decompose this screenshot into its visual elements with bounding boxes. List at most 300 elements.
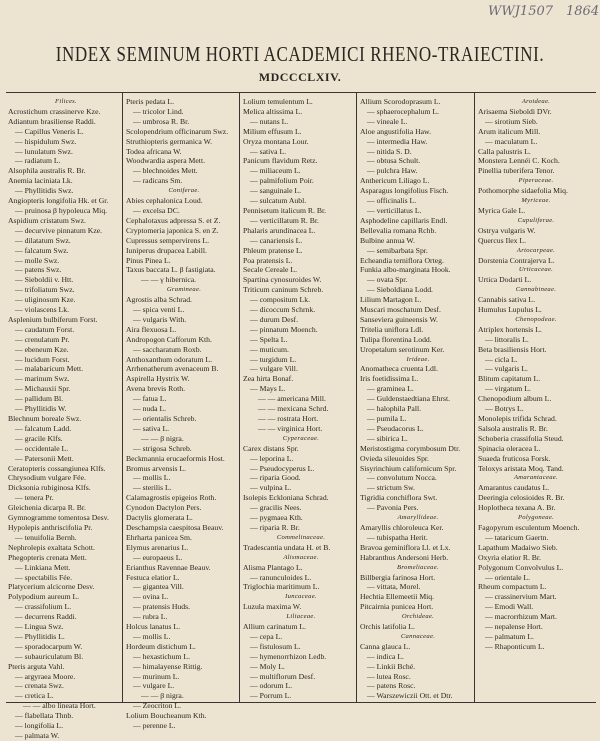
species-entry: Ceratopteris cossangiunea Klfs. xyxy=(8,463,106,473)
species-entry: — vulgaris L. xyxy=(485,364,528,374)
species-entry: — maculatum L. xyxy=(485,136,538,146)
species-entry: — convolutum Nocca. xyxy=(367,473,437,483)
species-entry: Pennisetum italicum R. Br. xyxy=(243,205,327,215)
species-entry: — strigosa Schreb. xyxy=(133,443,192,453)
species-entry: — graminea L. xyxy=(367,384,414,394)
species-entry: — violascens Lk. xyxy=(15,305,70,315)
species-entry: — crassinervium Mart. xyxy=(485,592,557,602)
species-entry: Uropetalum serotinum Ker. xyxy=(360,344,445,354)
species-entry: — durum Desf. xyxy=(250,314,299,324)
species-entry: — argyraea Moore. xyxy=(15,671,76,681)
species-entry: Hypolepis anthriscifolia Pr. xyxy=(8,522,93,532)
family-heading: Piperaceae. xyxy=(518,177,554,185)
species-entry: — sibirica L. xyxy=(367,433,408,443)
species-entry: Tradescantia undata H. et B. xyxy=(243,542,331,552)
species-entry: Abies cephalonica Loud. xyxy=(126,196,203,206)
species-entry: Arisaema Sieboldi DVr. xyxy=(478,106,552,116)
species-entry: — Phyllitidis L. xyxy=(15,631,65,641)
species-entry: Polypodium aureum L. xyxy=(8,592,80,602)
family-heading: Myriceae. xyxy=(521,197,551,205)
species-entry: Adiantum brasiliense Raddi. xyxy=(8,116,96,126)
species-entry: — sphaerocephalum L. xyxy=(367,106,439,116)
species-entry: Aspirella Hystrix W. xyxy=(126,374,190,384)
species-entry: Beta brasiliensis Hort. xyxy=(478,344,547,354)
species-entry: Tritelia uniflora Ldl. xyxy=(360,324,424,334)
species-entry: — pratensis Huds. xyxy=(133,602,191,612)
species-entry: — europaeus L. xyxy=(133,552,183,562)
species-entry: Amarantus caudatus L. xyxy=(478,483,550,493)
species-entry: Avena brevis Roth. xyxy=(126,384,185,394)
species-entry: — sirotium Sieb. xyxy=(485,116,538,126)
species-entry: Chenopodium album L. xyxy=(478,394,552,404)
species-entry: — Sieboldii v. Htt. xyxy=(15,275,74,285)
species-entry: — patens Rosc. xyxy=(367,681,416,691)
species-entry: Urtica Dodarti L. xyxy=(478,275,532,285)
species-entry: — nutans L. xyxy=(250,116,289,126)
species-entry: — murinum L. xyxy=(133,671,180,681)
species-entry: — — mexicana Schrd. xyxy=(258,404,329,414)
family-heading: Cannaceae. xyxy=(400,632,436,640)
species-entry: — himalayense Rittig. xyxy=(133,661,203,671)
species-entry: Asplenium bulbiferum Forst. xyxy=(8,314,98,324)
species-entry: — multiflorum Desf. xyxy=(250,671,316,681)
family-heading: Amarantaceae. xyxy=(513,474,558,482)
species-entry: — riparia R. Br. xyxy=(250,522,300,532)
family-heading: Cupuliferae. xyxy=(517,216,555,224)
species-entry: — Phyllitidis W. xyxy=(15,404,67,414)
species-entry: Monstera Lennéi C. Koch. xyxy=(478,156,560,166)
species-entry: — mollis L. xyxy=(133,473,171,483)
species-entry: — caudatum Forst. xyxy=(15,324,75,334)
species-entry: — nitida S. D. xyxy=(367,146,412,156)
species-entry: Secale Cereale L. xyxy=(243,265,297,275)
species-entry: — hymenorrhizon Ledb. xyxy=(250,651,327,661)
species-entry: — riparia Good. xyxy=(250,473,301,483)
species-entry: Orchis latifolia L. xyxy=(360,622,415,632)
species-entry: Funkia albo-marginata Hook. xyxy=(360,265,451,275)
species-entry: — Spelta L. xyxy=(250,334,288,344)
species-entry: Sanseviera guineensis W. xyxy=(360,314,438,324)
species-entry: — perenne L. xyxy=(133,721,176,731)
species-entry: Blitum capitatum L. xyxy=(478,374,541,384)
species-entry: — tataricum Gaertn. xyxy=(485,532,549,542)
species-entry: — spica venti L. xyxy=(133,305,185,315)
species-entry: Echeandia terniflora Orteg. xyxy=(360,255,444,265)
species-entry: Asphodeline capillaris Endl. xyxy=(360,215,448,225)
species-entry: — fatua L. xyxy=(133,394,167,404)
species-entry: — virgatum L. xyxy=(485,384,531,394)
species-entry: — cepa L. xyxy=(250,631,283,641)
species-entry: — palmifolium Poir. xyxy=(250,176,314,186)
species-entry: — verticillatum R. Br. xyxy=(250,215,319,225)
species-entry: — cicla L. xyxy=(485,354,518,364)
species-entry: — umbrosa R. Br. xyxy=(133,116,190,126)
species-entry: Lapathum Madaiwo Sieb. xyxy=(478,542,558,552)
handwritten-shelfmark: WWJ1507 xyxy=(488,4,554,19)
species-entry: Platycerium alcicorne Desv. xyxy=(8,582,95,592)
species-entry: Phegopteris crenata Mett. xyxy=(8,552,87,562)
species-entry: — excelsa DC. xyxy=(133,205,180,215)
family-heading: Orchideae. xyxy=(401,613,435,621)
page-title: INDEX SEMINUM HORTI ACADEMICI RHENO-TRAIECTINI. xyxy=(55,42,545,66)
species-entry: Humulus Lupulus L. xyxy=(478,305,542,315)
species-column-3 xyxy=(243,97,359,701)
species-entry: — rubra L. xyxy=(133,612,168,622)
family-heading: Cyperaceae. xyxy=(282,434,320,442)
species-entry: — crassifolium L. xyxy=(15,602,72,612)
species-entry: — strictum Sw. xyxy=(367,483,415,493)
footer-rule xyxy=(6,702,596,703)
family-heading: Gramineae. xyxy=(166,286,202,294)
species-entry: Anthericum Liliago L. xyxy=(360,176,430,186)
species-entry: Suaeda fruticosa Forsk. xyxy=(478,453,551,463)
species-entry: — Phyllitidis Swz. xyxy=(15,186,74,196)
species-entry: — ovata Spr. xyxy=(367,275,408,285)
species-entry: — flabellata Thnb. xyxy=(15,711,74,721)
species-entry: — Warszewiczii Ott. et Dtr. xyxy=(367,691,453,701)
species-entry: — vulpina L. xyxy=(250,483,292,493)
species-entry: — nepalense Hort. xyxy=(485,622,543,632)
species-entry: — verticillatus L. xyxy=(367,205,422,215)
species-entry: Dicksonia rubiginosa Klfs. xyxy=(8,483,91,493)
species-entry: Andropogon Cafforum Kth. xyxy=(126,334,212,344)
species-entry: — lutea Rosc. xyxy=(367,671,411,681)
species-entry: — Lingua Swz. xyxy=(15,622,64,632)
species-entry: Chrysodium vulgare Fée. xyxy=(8,473,86,483)
species-entry: — hexastichum L. xyxy=(133,651,191,661)
species-entry: Cupressus sempervirens L. xyxy=(126,235,210,245)
species-entry: — Rhaponticum L. xyxy=(485,641,545,651)
species-entry: — canariensis L. xyxy=(250,235,303,245)
species-entry: Spinacia oleracea L. xyxy=(478,443,541,453)
species-entry: Allium carinatum L. xyxy=(243,622,306,632)
species-entry: — vittata, Morel. xyxy=(367,582,421,592)
species-entry: — Pavonia Pers. xyxy=(367,503,419,513)
species-entry: Alsophila australis R. Br. xyxy=(8,166,86,176)
species-entry: Melica altissima L. xyxy=(243,106,303,116)
species-entry: — pygmaea Kth. xyxy=(250,513,303,523)
family-heading: Filices. xyxy=(55,98,77,105)
species-entry: — miliaceum L. xyxy=(250,166,301,176)
species-entry: Dorstenia Contrajerva L. xyxy=(478,255,555,265)
species-entry: Lilium Martagon L. xyxy=(360,295,422,305)
species-entry: — muticum. xyxy=(250,344,289,354)
species-entry: Rheum compactum L. xyxy=(478,582,547,592)
species-entry: — Pseudacorus L. xyxy=(367,423,424,433)
species-entry: — littoralis L. xyxy=(485,334,529,344)
family-heading: Aroideae. xyxy=(521,98,551,105)
species-entry: Aira flexuosa L. xyxy=(126,324,177,334)
species-entry: — obtusa Schult. xyxy=(367,156,421,166)
species-entry: Gleichenia dicarpa R. Br. xyxy=(8,503,86,513)
species-entry: — Michauxii Spr. xyxy=(15,384,71,394)
species-entry: Allium Scorodoprasum L. xyxy=(360,97,441,106)
species-entry: Taxus baccata L. β fastigiata. xyxy=(126,265,216,275)
species-entry: — hispidulum Swz. xyxy=(15,136,77,146)
species-entry: Pinus Pinea L. xyxy=(126,255,171,265)
species-entry: Erianthus Ravennae Beauv. xyxy=(126,562,211,572)
species-entry: — malabaricum Mett. xyxy=(15,364,84,374)
species-entry: Hoplotheca texana A. Br. xyxy=(478,503,556,513)
species-entry: — dicoccum Schrnk. xyxy=(250,305,316,315)
species-column-1 xyxy=(8,97,124,740)
page-subtitle: MDCCCLXIV. xyxy=(258,70,342,84)
species-entry: Festuca elatior L. xyxy=(126,572,180,582)
species-entry: Triglochia maritimum L. xyxy=(243,582,320,592)
species-entry: — Sieboldiana Lodd. xyxy=(367,285,433,295)
species-entry: Canna glauca L. xyxy=(360,641,411,651)
species-entry: — Moly L. xyxy=(250,661,285,671)
species-entry: — ovina L. xyxy=(133,592,169,602)
species-entry: Phleum pratense L. xyxy=(243,245,303,255)
species-entry: — pinnatum Moench. xyxy=(250,324,318,334)
species-entry: — molle Swz. xyxy=(15,255,60,265)
species-entry: Lolium temulentum L. xyxy=(243,97,313,106)
species-entry: Iuniperus drupacea Labill. xyxy=(126,245,207,255)
species-entry: — trifoliatum Swz. xyxy=(15,285,75,295)
species-entry: Bravoa geminiflora Ll. et Lx. xyxy=(360,542,451,552)
species-entry: Anthoxanthum odoratum L. xyxy=(126,354,213,364)
family-heading: Bromeliaceae. xyxy=(397,563,439,571)
species-entry: — vineale L. xyxy=(367,116,408,126)
species-entry: — leporina L. xyxy=(250,453,294,463)
handwritten-year: 1864 xyxy=(566,4,600,19)
species-entry: — patens Swz. xyxy=(15,265,62,275)
species-entry: Pinellia tuberifera Tenor. xyxy=(478,166,555,176)
species-entry: Holcus lanatus L. xyxy=(126,622,181,632)
species-entry: — cretica L. xyxy=(15,691,54,701)
species-entry: — sporadocarpum W. xyxy=(15,641,83,651)
species-entry: — Porrum L. xyxy=(250,691,292,701)
species-entry: Aloe angustifolia Haw. xyxy=(360,126,432,136)
species-entry: Pitcairnia punicea Hort. xyxy=(360,602,434,612)
species-entry: — sanguinale L. xyxy=(250,186,302,196)
species-entry: — tenuifolia Bernh. xyxy=(15,532,77,542)
species-entry: — radiatum L. xyxy=(15,156,61,166)
species-entry: — indica L. xyxy=(367,651,404,661)
species-entry: — palmatum L. xyxy=(485,631,534,641)
species-entry: — tricolor Lind. xyxy=(133,106,184,116)
species-entry: — tenera Pr. xyxy=(15,493,54,503)
species-entry: — — γ hibernica. xyxy=(141,275,197,285)
family-heading: Amaryllideae. xyxy=(397,514,439,522)
species-entry: — decurrens Raddi. xyxy=(15,612,77,622)
species-entry: Woodwardia aspera Mett. xyxy=(126,156,206,166)
column-divider xyxy=(356,93,357,702)
species-entry: — pulchra Haw. xyxy=(367,166,418,176)
species-entry: — intermedia Haw. xyxy=(367,136,428,146)
species-entry: Iris foetidissima L. xyxy=(360,374,419,384)
species-entry: — orientalis Schreb. xyxy=(133,414,197,423)
species-entry: — decurvive pinnatum Kze. xyxy=(15,225,103,235)
species-entry: Habranthus Andersoni Herb. xyxy=(360,552,449,562)
species-entry: Cephalotaxus adpressa S. et Z. xyxy=(126,215,221,225)
species-entry: Gymnogramme tomentosa Desv. xyxy=(8,513,109,523)
species-entry: Milium effusum L. xyxy=(243,126,302,136)
species-entry: — sativa L. xyxy=(133,423,170,433)
species-entry: — compositum Lk. xyxy=(250,295,311,305)
species-entry: — sulcatum Aubl. xyxy=(250,196,307,206)
species-entry: — Zeocriton L. xyxy=(133,701,182,711)
species-entry: Phalaris arundinacea L. xyxy=(243,225,316,235)
species-entry: — nuda L. xyxy=(133,404,167,414)
column-divider xyxy=(474,93,475,702)
species-entry: Anomatheca cruenta Ldl. xyxy=(360,364,438,374)
species-entry: — ebeneum Kze. xyxy=(15,344,69,354)
species-entry: — turgidum L. xyxy=(250,354,297,364)
species-entry: — occidentale L. xyxy=(15,443,69,453)
family-heading: Alismaceae. xyxy=(283,553,319,561)
species-entry: — Pseudocyperus L. xyxy=(250,463,315,473)
species-entry: — sterilis L. xyxy=(133,483,172,493)
species-entry: Ehrharta panicea Sm. xyxy=(126,532,192,542)
species-entry: — Guldenstaedtiana Ehrst. xyxy=(367,394,451,404)
species-entry: — vulgare Vill. xyxy=(250,364,298,374)
species-entry: — palmata W. xyxy=(15,731,60,740)
species-entry: Pteris arguta Vahl. xyxy=(8,661,65,671)
species-entry: — mollis L. xyxy=(133,631,171,641)
species-entry: — marinum Swz. xyxy=(15,374,70,384)
species-entry: — — β nigra. xyxy=(141,433,184,443)
species-entry: Cynodon Dactylon Pers. xyxy=(126,503,202,513)
species-column-2 xyxy=(126,97,242,731)
species-entry: Sisyrinchium californicum Spr. xyxy=(360,463,457,473)
species-entry: — Linkii Bché. xyxy=(367,661,416,671)
species-entry: Spartina cynosuroides W. xyxy=(243,275,322,285)
species-entry: Anemia laciniata Lk. xyxy=(8,176,73,186)
species-entry: — pumila L. xyxy=(367,414,407,423)
species-entry: Hechtia Ellemeetii Miq. xyxy=(360,592,435,602)
species-entry: Panicum flavidum Retz. xyxy=(243,156,318,166)
species-entry: Atriplex hortensis L. xyxy=(478,324,542,334)
species-entry: Deschampsia caespitosa Beauv. xyxy=(126,522,224,532)
species-entry: Calamagrostis epigeios Roth. xyxy=(126,493,217,503)
species-entry: Luzula maxima W. xyxy=(243,602,302,612)
family-heading: Polygoneae. xyxy=(517,514,555,522)
species-entry: Myrica Gale L. xyxy=(478,205,526,215)
species-entry: Dactylis glomerata L. xyxy=(126,513,193,523)
species-entry: Meristostigma corymbosum Dtr. xyxy=(360,443,461,453)
family-heading: Cannabineae. xyxy=(515,286,557,294)
species-entry: — crenata Swz. xyxy=(15,681,64,691)
species-entry: Billbergia farinosa Hort. xyxy=(360,572,436,582)
species-entry: Salsola australis R. Br. xyxy=(478,423,548,433)
species-entry: Arum italicum Mill. xyxy=(478,126,541,136)
species-entry: Bellevalia romana Rchb. xyxy=(360,225,437,235)
species-entry: Isolepis Eckloniana Schrad. xyxy=(243,493,329,503)
species-entry: — vulgaris With. xyxy=(133,314,187,324)
species-entry: Poa pratensis L. xyxy=(243,255,293,265)
species-entry: — pruinosa β hypoleuca Miq. xyxy=(15,205,108,215)
species-entry: Ovieda sileuoides Spr. xyxy=(360,453,429,463)
species-entry: Agrostis alba Schrad. xyxy=(126,295,192,305)
species-entry: Polygonum Convolvulus L. xyxy=(478,562,564,572)
species-entry: Ostrya vulgaris W. xyxy=(478,225,536,235)
species-entry: — fistulosum L. xyxy=(250,641,301,651)
species-entry: Pothomorphe sidaefolia Miq. xyxy=(478,186,568,196)
species-entry: Bulbine annua W. xyxy=(360,235,415,245)
species-entry: Arrhenatherum avenaceum B. xyxy=(126,364,219,374)
column-divider xyxy=(122,93,123,702)
species-entry: — spectabilis Fée. xyxy=(15,572,73,582)
species-entry: Schoberia crassifolia Steud. xyxy=(478,433,564,443)
species-entry: Acrostichum crassinerve Kze. xyxy=(8,106,101,116)
column-divider xyxy=(239,93,240,702)
species-entry: — Botrys L. xyxy=(485,404,524,414)
species-entry: — halophila Pall. xyxy=(367,404,422,414)
species-entry: — officinalis L. xyxy=(367,196,417,206)
species-entry: Lolium Boucheanum Kth. xyxy=(126,711,207,721)
species-entry: Carex distans Spr. xyxy=(243,443,299,453)
species-entry: Tigridia conchiflora Swt. xyxy=(360,493,438,503)
species-entry: Teloxys aristata Moq. Tand. xyxy=(478,463,564,473)
family-heading: Commelinaceae. xyxy=(276,533,326,541)
species-entry: — — americana Mill. xyxy=(258,394,326,404)
species-entry: Elymus arenarius L. xyxy=(126,542,189,552)
species-entry: — Mays L. xyxy=(250,384,286,394)
species-entry: Tulipa florentina Lodd. xyxy=(360,334,432,344)
species-entry: — — virginica Hort. xyxy=(258,423,323,433)
species-entry: Quercus Ilex L. xyxy=(478,235,527,245)
species-entry: Blechnum boreale Swz. xyxy=(8,414,82,423)
species-entry: — Linkiana Mett. xyxy=(15,562,71,572)
species-column-4 xyxy=(360,97,476,701)
family-heading: Coniferae. xyxy=(168,187,200,195)
family-heading: Irideae. xyxy=(406,355,430,363)
species-entry: — ranunculoides L. xyxy=(250,572,312,582)
species-entry: — uliginosum Kze. xyxy=(15,295,76,305)
species-entry: — semibarbata Spr. xyxy=(367,245,428,255)
species-entry: Scolopendrium officinarum Swz. xyxy=(126,126,229,136)
species-entry: — crenulatum Pr. xyxy=(15,334,70,344)
species-entry: Asparagus longifolius Fisch. xyxy=(360,186,449,196)
species-entry: — orientale L. xyxy=(485,572,531,582)
species-entry: Aspidium cristatum Swz. xyxy=(8,215,86,225)
species-entry: Calla palustris L. xyxy=(478,146,531,156)
species-entry: — — rostrata Hort. xyxy=(258,414,319,423)
species-entry: — sativa L. xyxy=(250,146,287,156)
species-entry: Amaryllis chloroleuca Ker. xyxy=(360,522,444,532)
species-entry: Alisma Plantago L. xyxy=(243,562,303,572)
species-column-5 xyxy=(478,97,594,701)
species-entry: — Patersonii Mett. xyxy=(15,453,74,463)
species-entry: — Capillus Veneris L. xyxy=(15,126,84,136)
species-entry: Angiopteris longifolia Hk. et Gr. xyxy=(8,196,109,206)
species-entry: — vulgare L. xyxy=(133,681,175,691)
species-entry: — macrorrhizum Mart. xyxy=(485,612,557,622)
species-entry: Oxyria elatior R. Br. xyxy=(478,552,541,562)
family-heading: Urticaceae. xyxy=(518,266,554,274)
species-entry: — subauriculatum Bl. xyxy=(15,651,84,661)
species-entry: — gracilis Nees. xyxy=(250,503,302,513)
species-entry: Deeringia celosioides R. Br. xyxy=(478,493,565,503)
species-entry: Triticum caninum Schreb. xyxy=(243,285,324,295)
species-entry: Oryza montana Lour. xyxy=(243,136,309,146)
species-entry: — odorum L. xyxy=(250,681,293,691)
species-entry: — — β nigra. xyxy=(141,691,184,701)
species-entry: Fagopyrum esculentum Moench. xyxy=(478,522,580,532)
header-rule xyxy=(6,92,596,93)
species-entry: — blechnoides Mett. xyxy=(133,166,198,176)
species-entry: Hordeum distichum L. xyxy=(126,641,196,651)
species-entry: Muscari moschatum Desf. xyxy=(360,305,441,315)
species-entry: — pallidum Bl. xyxy=(15,394,64,404)
species-entry: — longifolia L. xyxy=(15,721,64,731)
species-entry: Cryptomeria japonica S. en Z. xyxy=(126,225,219,235)
species-entry: Nephrolepis exaltata Schott. xyxy=(8,542,95,552)
species-entry: Monolepis trifida Schrad. xyxy=(478,414,557,423)
species-entry: Zea hirta Bonaf. xyxy=(243,374,294,384)
